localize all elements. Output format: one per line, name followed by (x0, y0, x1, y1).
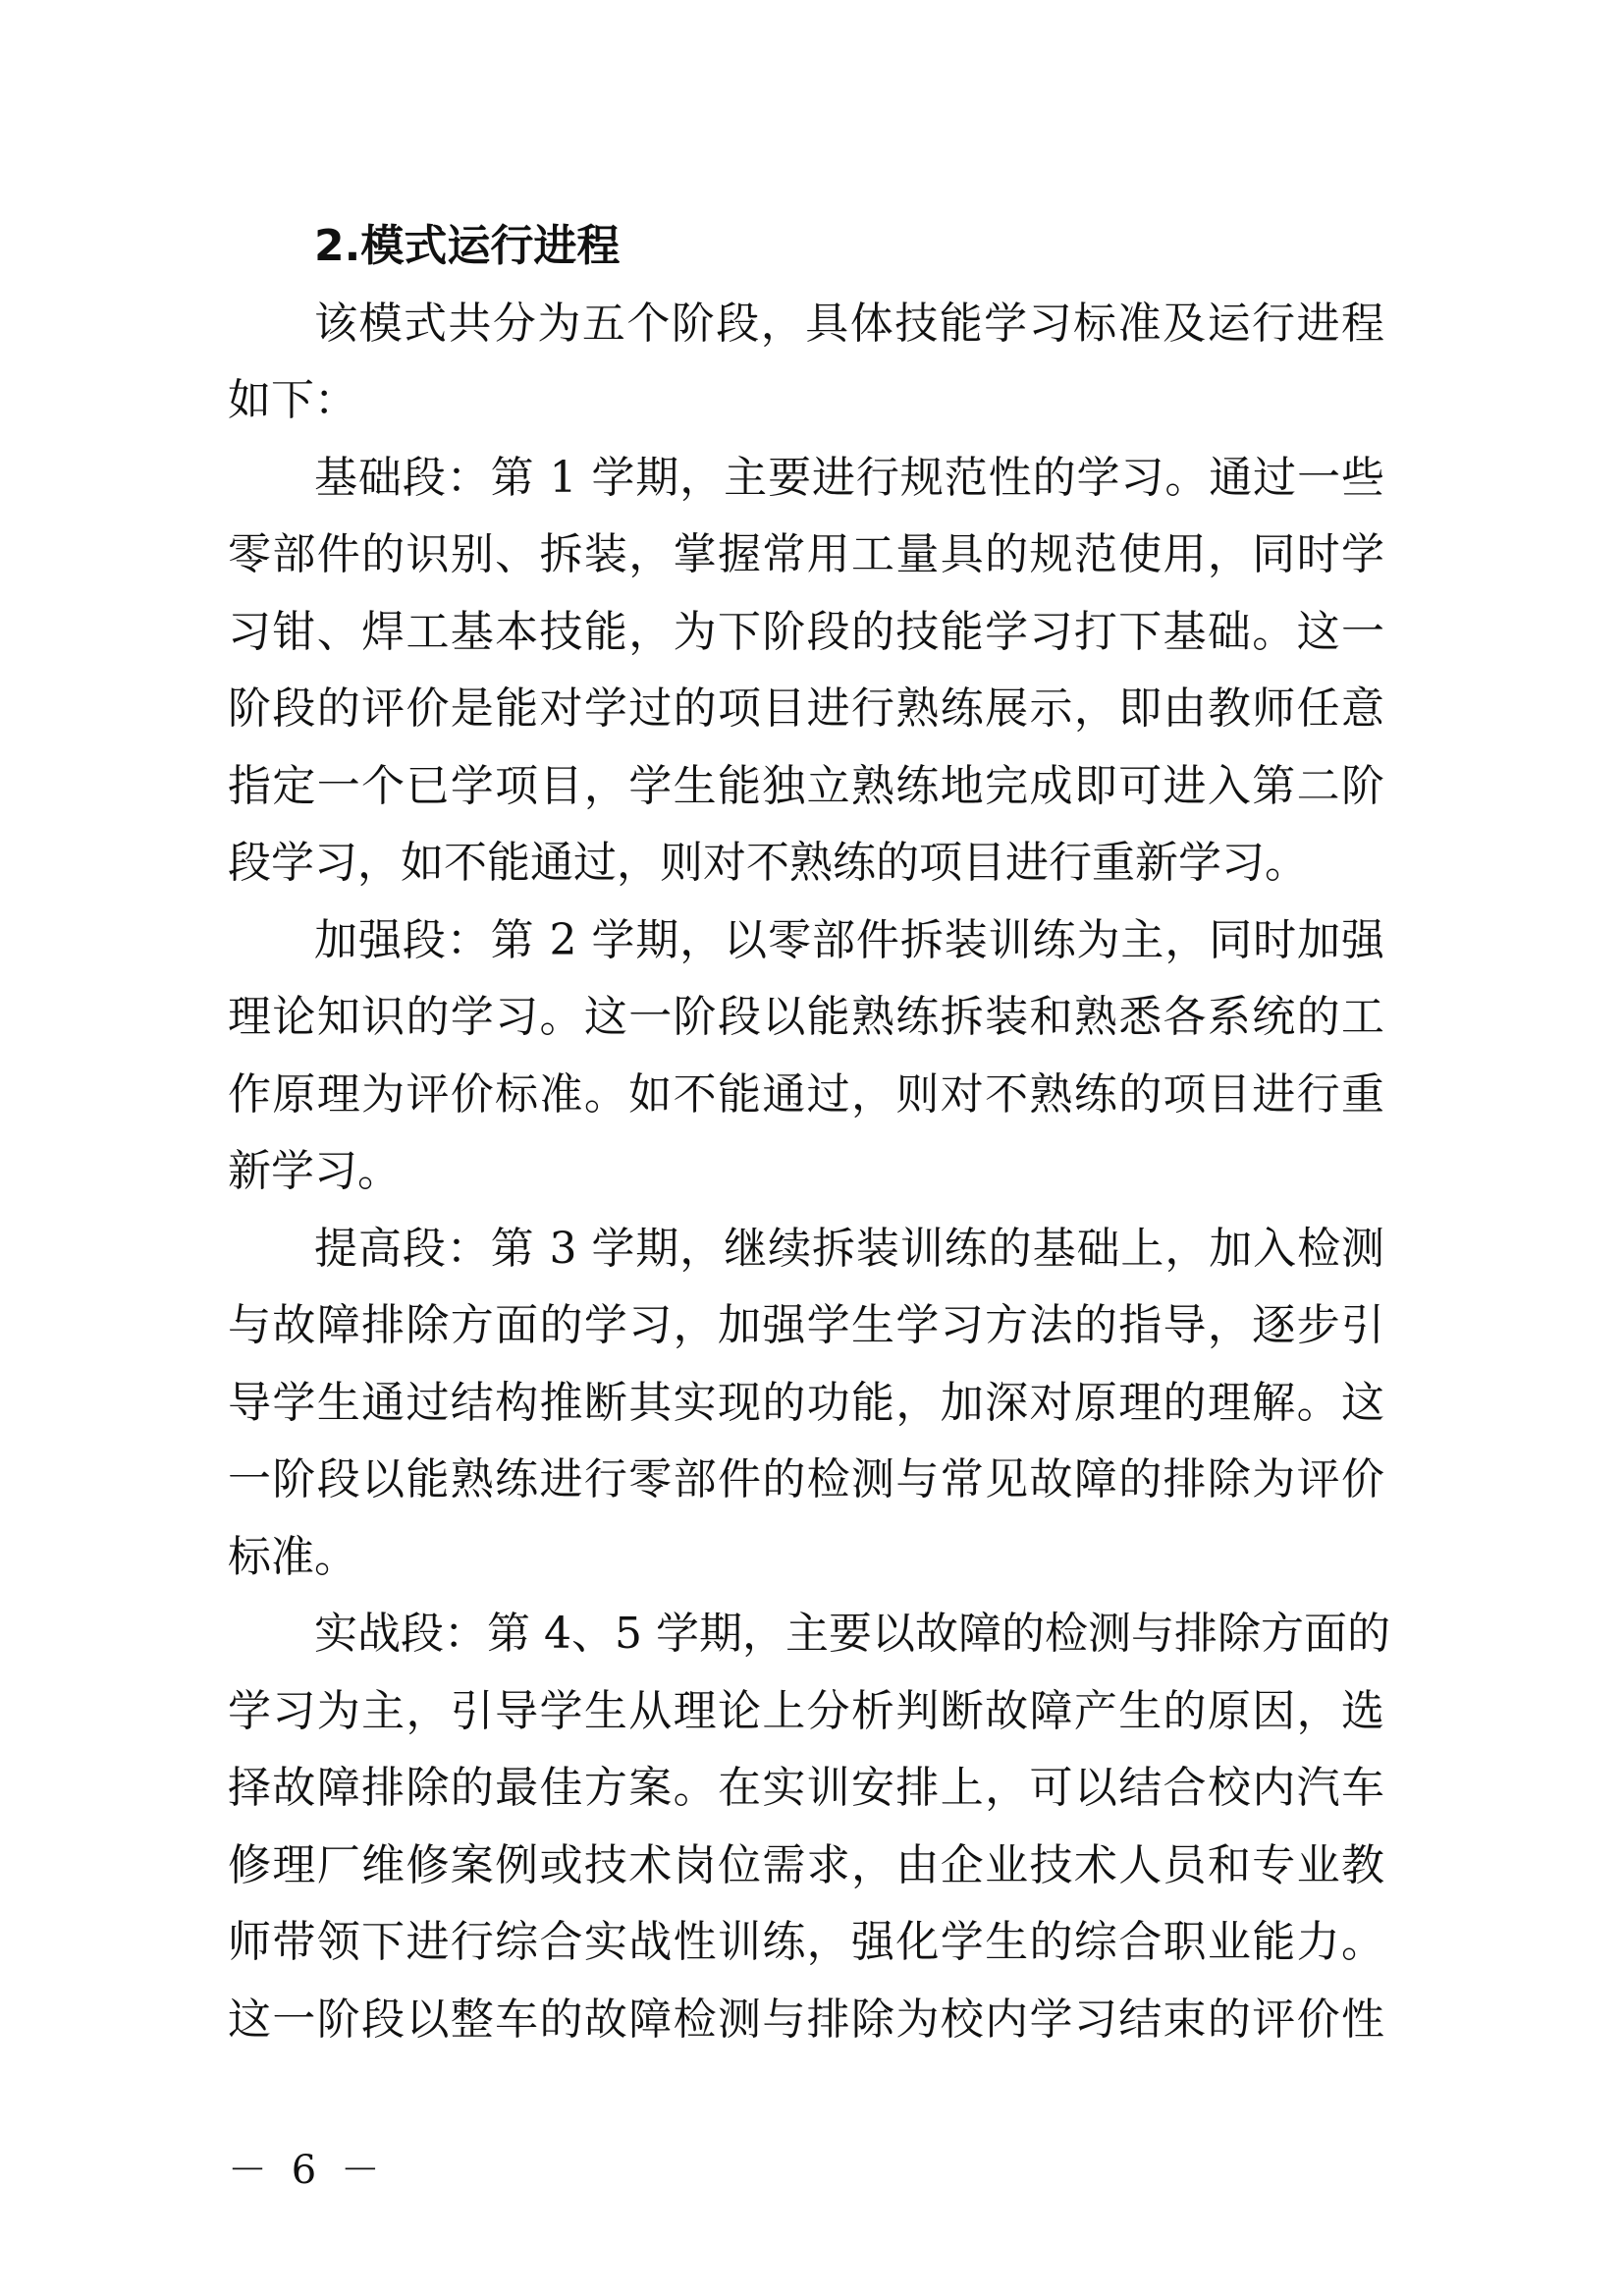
paragraph-line: 零部件的识别、拆装，掌握常用工量具的规范使用，同时学 (228, 529, 1384, 579)
paragraph-line: 加强段：第 2 学期，以零部件拆装训练为主，同时加强 (314, 914, 1384, 965)
paragraph-line: 如下： (228, 375, 357, 425)
paragraph-line: 阶段的评价是能对学过的项目进行熟练展示，即由教师任意 (228, 683, 1384, 734)
paragraph-line: 一阶段以能熟练进行零部件的检测与常见故障的排除为评价 (228, 1454, 1384, 1504)
paragraph-line: 与故障排除方面的学习，加强学生学习方法的指导，逐步引 (228, 1300, 1384, 1350)
paragraph-line: 该模式共分为五个阶段，具体技能学习标准及运行进程 (314, 298, 1384, 349)
paragraph-line: 修理厂维修案例或技术岗位需求，由企业技术人员和专业教 (228, 1839, 1384, 1890)
paragraph-line: 师带领下进行综合实战性训练，强化学生的综合职业能力。 (228, 1917, 1384, 1967)
paragraph-line: 导学生通过结构推断其实现的功能，加深对原理的理解。这 (228, 1377, 1384, 1428)
paragraph-line: 这一阶段以整车的故障检测与排除为校内学习结束的评价性 (228, 1994, 1384, 2045)
page-number: － 6 － (228, 2148, 386, 2193)
paragraph-line: 指定一个已学项目，学生能独立熟练地完成即可进入第二阶 (228, 760, 1384, 811)
paragraph-line: 段学习，如不能通过，则对不熟练的项目进行重新学习。 (228, 838, 1308, 888)
paragraph-line: 标准。 (228, 1531, 357, 1582)
section-heading: 2.模式运行进程 (314, 221, 621, 271)
paragraph-line: 作原理为评价标准。如不能通过，则对不熟练的项目进行重 (228, 1068, 1384, 1120)
paragraph-line: 习钳、焊工基本技能，为下阶段的技能学习打下基础。这一 (228, 606, 1384, 657)
paragraph-line: 理论知识的学习。这一阶段以能熟练拆装和熟悉各系统的工 (228, 992, 1384, 1042)
paragraph-line: 提高段：第 3 学期，继续拆装训练的基础上，加入检测 (314, 1223, 1384, 1274)
body-text (228, 208, 1390, 2058)
paragraph-line: 择故障排除的最佳方案。在实训安排上，可以结合校内汽车 (228, 1763, 1384, 1813)
paragraph-line: 基础段：第 1 学期，主要进行规范性的学习。通过一些 (314, 452, 1384, 503)
paragraph-line: 新学习。 (228, 1146, 401, 1196)
paragraph-line: 学习为主，引导学生从理论上分析判断故障产生的原因，选 (228, 1685, 1384, 1736)
paragraph-line: 实战段：第 4、5 学期，主要以故障的检测与排除方面的 (314, 1609, 1390, 1659)
